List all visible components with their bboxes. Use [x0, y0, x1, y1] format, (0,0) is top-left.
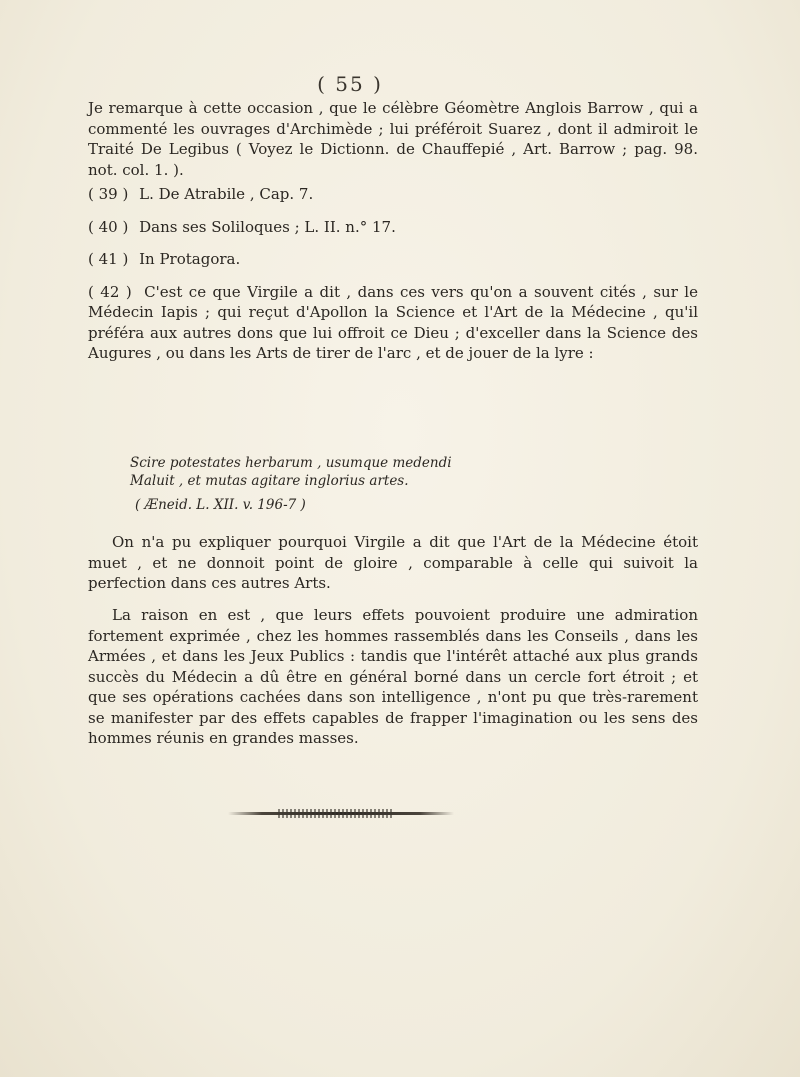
paragraph-1-text: On n'a pu expliquer pourquoi Virgile a dit que l'Art de la Médecine étoit muet , et ne donnoit point de gloire , comparable à celle qui suivoit la perfection dans ces autres Arts.	[88, 533, 698, 592]
quote-line-2: Maluit , et mutas agitare inglorius artes.	[130, 473, 409, 489]
note-label: ( 40 )	[88, 217, 129, 236]
page-number: ( 55 )	[317, 72, 383, 96]
paragraph-raison	[88, 605, 698, 749]
intro-text: Je remarque à cette occasion , que le célèbre Géomètre Anglois Barrow , qui a commenté les ouvrages d'Archimède ; lui préféroit Suarez , dont il admiroit le Traité De Legibus ( Voyez le Dictionn. de Chauffepié , Art. Barrow ; pag. 98. not. col. 1. ).	[88, 99, 698, 179]
note-label: ( 41 )	[88, 250, 129, 268]
note-text: L. De Atrabile , Cap. 7.	[139, 185, 314, 203]
end-rule-ornament	[278, 809, 394, 818]
note-text: In Protagora.	[139, 250, 241, 268]
latin-quotation	[130, 454, 690, 514]
paragraph-muet	[88, 532, 698, 594]
note-label: ( 42 )	[88, 282, 132, 301]
note-text: Dans ses Soliloques ; L. II. n.° 17.	[139, 217, 396, 236]
paragraph-2-text: La raison en est , que leurs effets pouvoient produire une admiration fortement exprimée , chez les hommes rassemblés dans les Conseils , dans les Armées , et dans les Jeux Publics : tandis que l'intérêt attaché aux plus grands succès du Médecin a dû être en général borné dans un cercle fort étroit ; et que ses opérations cachées dans son intelligence , n'ont pu que très-rarement se manifester par des effets capables de frapper l'imagination ou les sens des hommes réunis en grandes masses.	[88, 606, 698, 747]
note-42	[88, 282, 698, 364]
intro-paragraph	[88, 98, 698, 180]
note-41	[88, 249, 698, 270]
footnotes	[88, 184, 698, 376]
quote-line-1: Scire potestates herbarum , usumque medendi	[130, 455, 452, 471]
quote-reference: ( Æneid. L. XII. v. 196-7 )	[135, 497, 306, 513]
note-text: C'est ce que Virgile a dit , dans ces vers qu'on a souvent cités , sur le Médecin Iapis ; qui reçut d'Apollon la Science et l'Art de la Médecine , qu'il préféra aux autres dons que lui offroit ce Dieu ; d'exceller dans la Science des Augures , ou dans les Arts de tirer de l'arc , et de jouer de la lyre :	[88, 282, 698, 362]
note-40	[88, 217, 698, 238]
note-label: ( 39 )	[88, 185, 129, 203]
note-39	[88, 184, 698, 205]
